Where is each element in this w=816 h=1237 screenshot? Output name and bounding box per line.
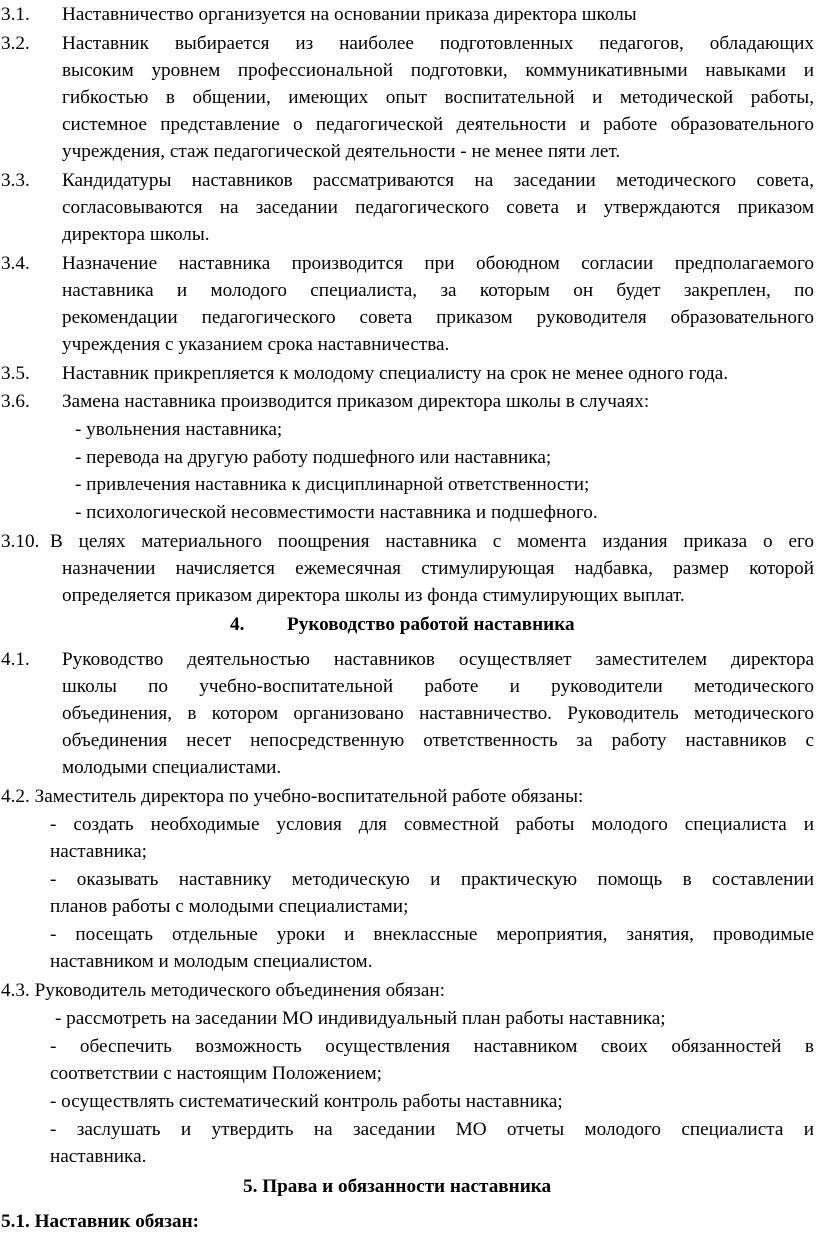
bullet-line: - психологической несовместимости наставника и подшефного. bbox=[75, 502, 598, 523]
text-line: наставника. bbox=[50, 1146, 147, 1167]
text-line: назначении начисляется ежемесячная стимулирующая надбавка, размер которой bbox=[62, 558, 814, 579]
text-line: наставника; bbox=[50, 841, 147, 862]
text-line: планов работы с молодыми специалистами; bbox=[50, 896, 409, 917]
bullet-line: - обеспечить возможность осуществления наставником своих обязанностей в bbox=[50, 1036, 814, 1057]
item-number: 3.2. bbox=[1, 33, 30, 54]
bullet-line: - создать необходимые условия для совместной работы молодого специалиста и bbox=[50, 814, 814, 835]
bullet-line: - увольнения наставника; bbox=[75, 419, 283, 440]
subsection-heading: 5.1. Наставник обязан: bbox=[1, 1211, 200, 1232]
text-line: школы по учебно-воспитательной работе и руководители методического bbox=[62, 676, 814, 697]
text-line: Руководство деятельностью наставников осуществляет заместителем директора bbox=[62, 649, 814, 670]
item-number: 3.6. bbox=[1, 391, 30, 412]
text-line: рекомендации педагогического совета приказом руководителя образовательного bbox=[62, 307, 814, 328]
text-line: 4.3. Руководитель методического объединения обязан: bbox=[1, 980, 445, 1001]
text-line: Замена наставника производится приказом директора школы в случаях: bbox=[62, 391, 650, 412]
bullet-line: - осуществлять систематический контроль работы наставника; bbox=[50, 1091, 563, 1112]
text-line: директора школы. bbox=[62, 224, 210, 245]
bullet-line: - привлечения наставника к дисциплинарной ответственности; bbox=[75, 474, 590, 495]
text-line: учреждения с указанием срока наставничества. bbox=[62, 334, 450, 355]
text-line: В целях материального поощрения наставника с момента издания приказа о его bbox=[50, 531, 814, 552]
text-line: 4.2. Заместитель директора по учебно-воспитательной работе обязаны: bbox=[1, 786, 584, 807]
text-line: соответствии с настоящим Положением; bbox=[50, 1063, 382, 1084]
item-number: 3.10. bbox=[1, 531, 40, 552]
bullet-line: - оказывать наставнику методическую и практическую помощь в составлении bbox=[50, 869, 814, 890]
item-number: 3.3. bbox=[1, 170, 30, 191]
item-number: 3.5. bbox=[1, 363, 30, 384]
text-line: системное представление о педагогической деятельности и работе образовательного bbox=[62, 114, 814, 135]
bullet-line: - перевода на другую работу подшефного или наставника; bbox=[75, 447, 552, 468]
text-line: Кандидатуры наставников рассматриваются на заседании методического совета, bbox=[62, 170, 814, 191]
text-line: гибкостью в общении, имеющих опыт воспитательной и методической работы, bbox=[62, 87, 814, 108]
text-line: наставника и молодого специалиста, за которым он будет закреплен, по bbox=[62, 280, 814, 301]
text-line: объединения, в котором организовано наставничество. Руководитель методического bbox=[62, 703, 814, 724]
text-line: учреждения, стаж педагогической деятельности - не менее пяти лет. bbox=[62, 141, 621, 162]
bullet-line: - посещать отдельные уроки и внеклассные мероприятия, занятия, проводимые bbox=[50, 924, 814, 945]
text-line: молодыми специалистами. bbox=[62, 757, 282, 778]
item-number: 3.1. bbox=[1, 4, 30, 25]
text-line: Наставничество организуется на основании приказа директора школы bbox=[62, 4, 637, 25]
text-line: Назначение наставника производится при обоюдном согласии предполагаемого bbox=[62, 253, 814, 274]
text-line: объединения несет непосредственную ответственность за работу наставников с bbox=[62, 730, 814, 751]
section-heading: Руководство работой наставника bbox=[287, 614, 575, 635]
item-number: 3.4. bbox=[1, 253, 30, 274]
text-line: высоким уровнем профессиональной подготовки, коммуникативными навыками и bbox=[62, 60, 814, 81]
bullet-line: - заслушать и утвердить на заседании МО отчеты молодого специалиста и bbox=[50, 1119, 814, 1140]
text-line: Наставник прикрепляется к молодому специалисту на срок не менее одного года. bbox=[62, 363, 729, 384]
section-number: 4. bbox=[230, 614, 245, 635]
text-line: наставником и молодым специалистом. bbox=[50, 951, 373, 972]
bullet-line: - рассмотреть на заседании МО индивидуальный план работы наставника; bbox=[55, 1008, 666, 1029]
section-heading: 5. Права и обязанности наставника bbox=[243, 1176, 552, 1197]
text-line: определяется приказом директора школы из фонда стимулирующих выплат. bbox=[62, 585, 685, 606]
text-line: Наставник выбирается из наиболее подготовленных педагогов, обладающих bbox=[62, 33, 814, 54]
text-line: согласовываются на заседании педагогического совета и утверждаются приказом bbox=[62, 197, 814, 218]
item-number: 4.1. bbox=[1, 649, 30, 670]
